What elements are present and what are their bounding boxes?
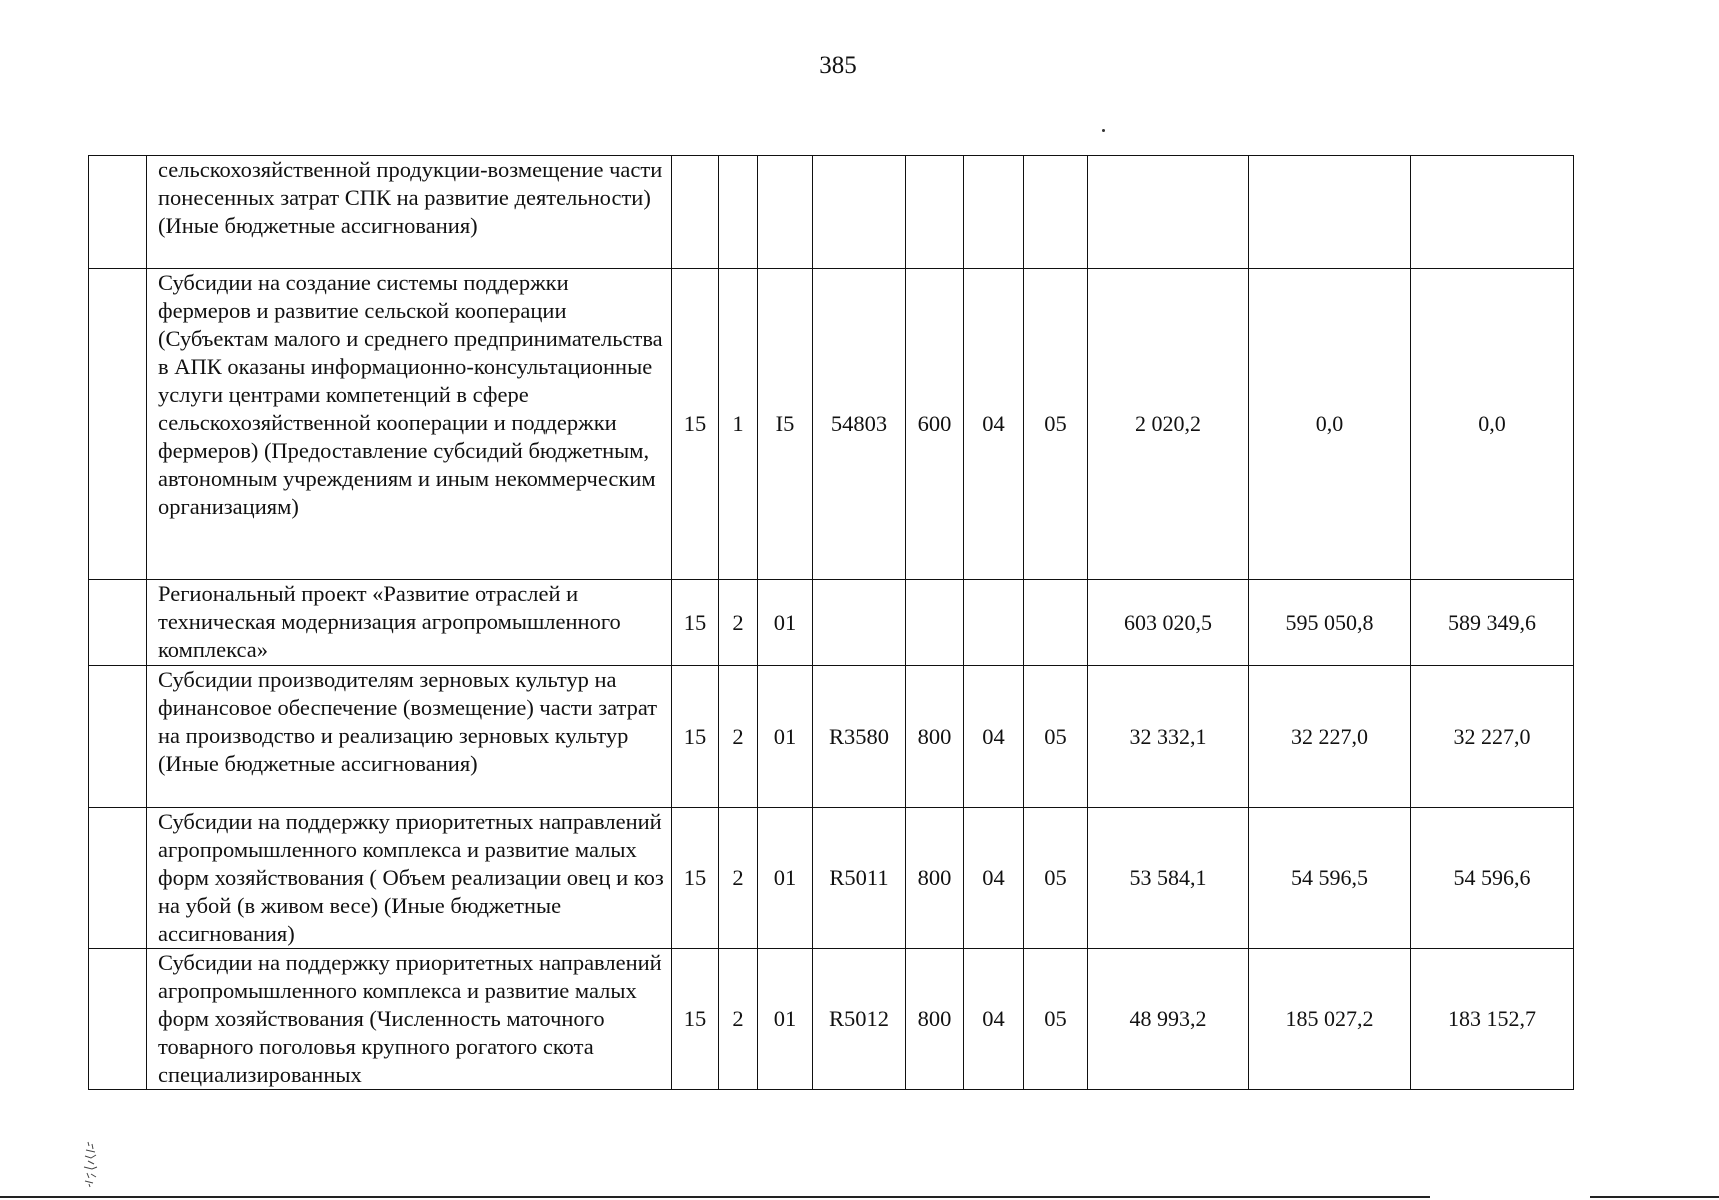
amount-cell: 54 596,6 <box>1411 808 1574 949</box>
scan-edge-line <box>0 1196 1430 1198</box>
index-cell <box>89 269 147 580</box>
table-row <box>89 156 1574 269</box>
amount-cell: 0,0 <box>1411 269 1574 580</box>
code-cell: R3580 <box>813 666 906 808</box>
table-row <box>89 666 1574 808</box>
code-cell: 01 <box>758 949 813 1090</box>
amount-cell: 54 596,5 <box>1249 808 1411 949</box>
code-cell: 01 <box>758 580 813 666</box>
code-cell <box>813 580 906 666</box>
code-cell: 800 <box>906 949 964 1090</box>
code-cell: 01 <box>758 666 813 808</box>
amount-cell: 0,0 <box>1249 269 1411 580</box>
code-cell: 15 <box>672 580 719 666</box>
amount-cell: 603 020,5 <box>1088 580 1249 666</box>
description-cell: сельскохозяйственной продукции-возмещение части понесенных затрат СПК на развитие деятельности) (Иные бюджетные ассигнования) <box>147 156 672 269</box>
scan-speck <box>1102 129 1105 132</box>
code-cell: 2 <box>719 580 758 666</box>
amount-cell <box>1411 156 1574 269</box>
amount-cell: 595 050,8 <box>1249 580 1411 666</box>
description-cell: Субсидии на поддержку приоритетных направлений агропромышленного комплекса и развитие малых форм хозяйствования (Численность маточного товарного поголовья крупного рогатого скота специализированных <box>147 949 672 1090</box>
amount-cell <box>1249 156 1411 269</box>
amount-cell: 183 152,7 <box>1411 949 1574 1090</box>
code-cell <box>719 156 758 269</box>
code-cell: 2 <box>719 808 758 949</box>
code-cell <box>1024 156 1088 269</box>
table-row <box>89 808 1574 949</box>
index-cell <box>89 666 147 808</box>
code-cell: 1 <box>719 269 758 580</box>
description-cell: Субсидии на поддержку приоритетных направлений агропромышленного комплекса и развитие малых форм хозяйствования ( Объем реализации овец и коз на убой (в живом весе) (Иные бюджетные ассигнования) <box>147 808 672 949</box>
code-cell: 04 <box>964 666 1024 808</box>
code-cell: 05 <box>1024 269 1088 580</box>
code-cell: 800 <box>906 808 964 949</box>
table-row <box>89 949 1574 1090</box>
code-cell <box>758 156 813 269</box>
description-cell: Субсидии на создание системы поддержки фермеров и развитие сельской кооперации (Субъектам малого и среднего предпринимательства в АПК оказаны информационно-консультационные услуги центрами компетенций в сфере сельскохозяйственной кооперации и поддержки фермеров) (Предоставление субсидий бюджетным, автономным учреждениям и иным некоммерческим организациям) <box>147 269 672 580</box>
description-cell: Субсидии производителям зерновых культур на финансовое обеспечение (возмещение) части затрат на производство и реализацию зерновых культур (Иные бюджетные ассигнования) <box>147 666 672 808</box>
code-cell: 05 <box>1024 949 1088 1090</box>
code-cell: 01 <box>758 808 813 949</box>
amount-cell: 53 584,1 <box>1088 808 1249 949</box>
table-row <box>89 580 1574 666</box>
amount-cell: 2 020,2 <box>1088 269 1249 580</box>
code-cell: 05 <box>1024 808 1088 949</box>
code-cell: 05 <box>1024 666 1088 808</box>
code-cell: 15 <box>672 269 719 580</box>
code-cell: 2 <box>719 666 758 808</box>
code-cell <box>906 580 964 666</box>
amount-cell: 32 227,0 <box>1249 666 1411 808</box>
code-cell: 800 <box>906 666 964 808</box>
code-cell <box>906 156 964 269</box>
index-cell <box>89 580 147 666</box>
code-cell: 15 <box>672 666 719 808</box>
code-cell: I5 <box>758 269 813 580</box>
scan-artifact-mark <box>80 1140 102 1188</box>
amount-cell: 32 332,1 <box>1088 666 1249 808</box>
code-cell: 04 <box>964 269 1024 580</box>
code-cell: R5011 <box>813 808 906 949</box>
code-cell <box>964 156 1024 269</box>
budget-table <box>88 155 1574 1090</box>
amount-cell <box>1088 156 1249 269</box>
index-cell <box>89 949 147 1090</box>
code-cell: 15 <box>672 808 719 949</box>
index-cell <box>89 156 147 269</box>
code-cell: 2 <box>719 949 758 1090</box>
code-cell: 04 <box>964 949 1024 1090</box>
amount-cell: 589 349,6 <box>1411 580 1574 666</box>
table-row <box>89 269 1574 580</box>
code-cell <box>1024 580 1088 666</box>
amount-cell: 32 227,0 <box>1411 666 1574 808</box>
page-number: 385 <box>819 52 857 79</box>
code-cell <box>964 580 1024 666</box>
code-cell <box>672 156 719 269</box>
code-cell: 54803 <box>813 269 906 580</box>
description-cell: Региональный проект «Развитие отраслей и техническая модернизация агропромышленного комплекса» <box>147 580 672 666</box>
code-cell: R5012 <box>813 949 906 1090</box>
code-cell <box>813 156 906 269</box>
amount-cell: 48 993,2 <box>1088 949 1249 1090</box>
code-cell: 15 <box>672 949 719 1090</box>
code-cell: 04 <box>964 808 1024 949</box>
code-cell: 600 <box>906 269 964 580</box>
scan-edge-line <box>1590 1196 1719 1198</box>
index-cell <box>89 808 147 949</box>
amount-cell: 185 027,2 <box>1249 949 1411 1090</box>
